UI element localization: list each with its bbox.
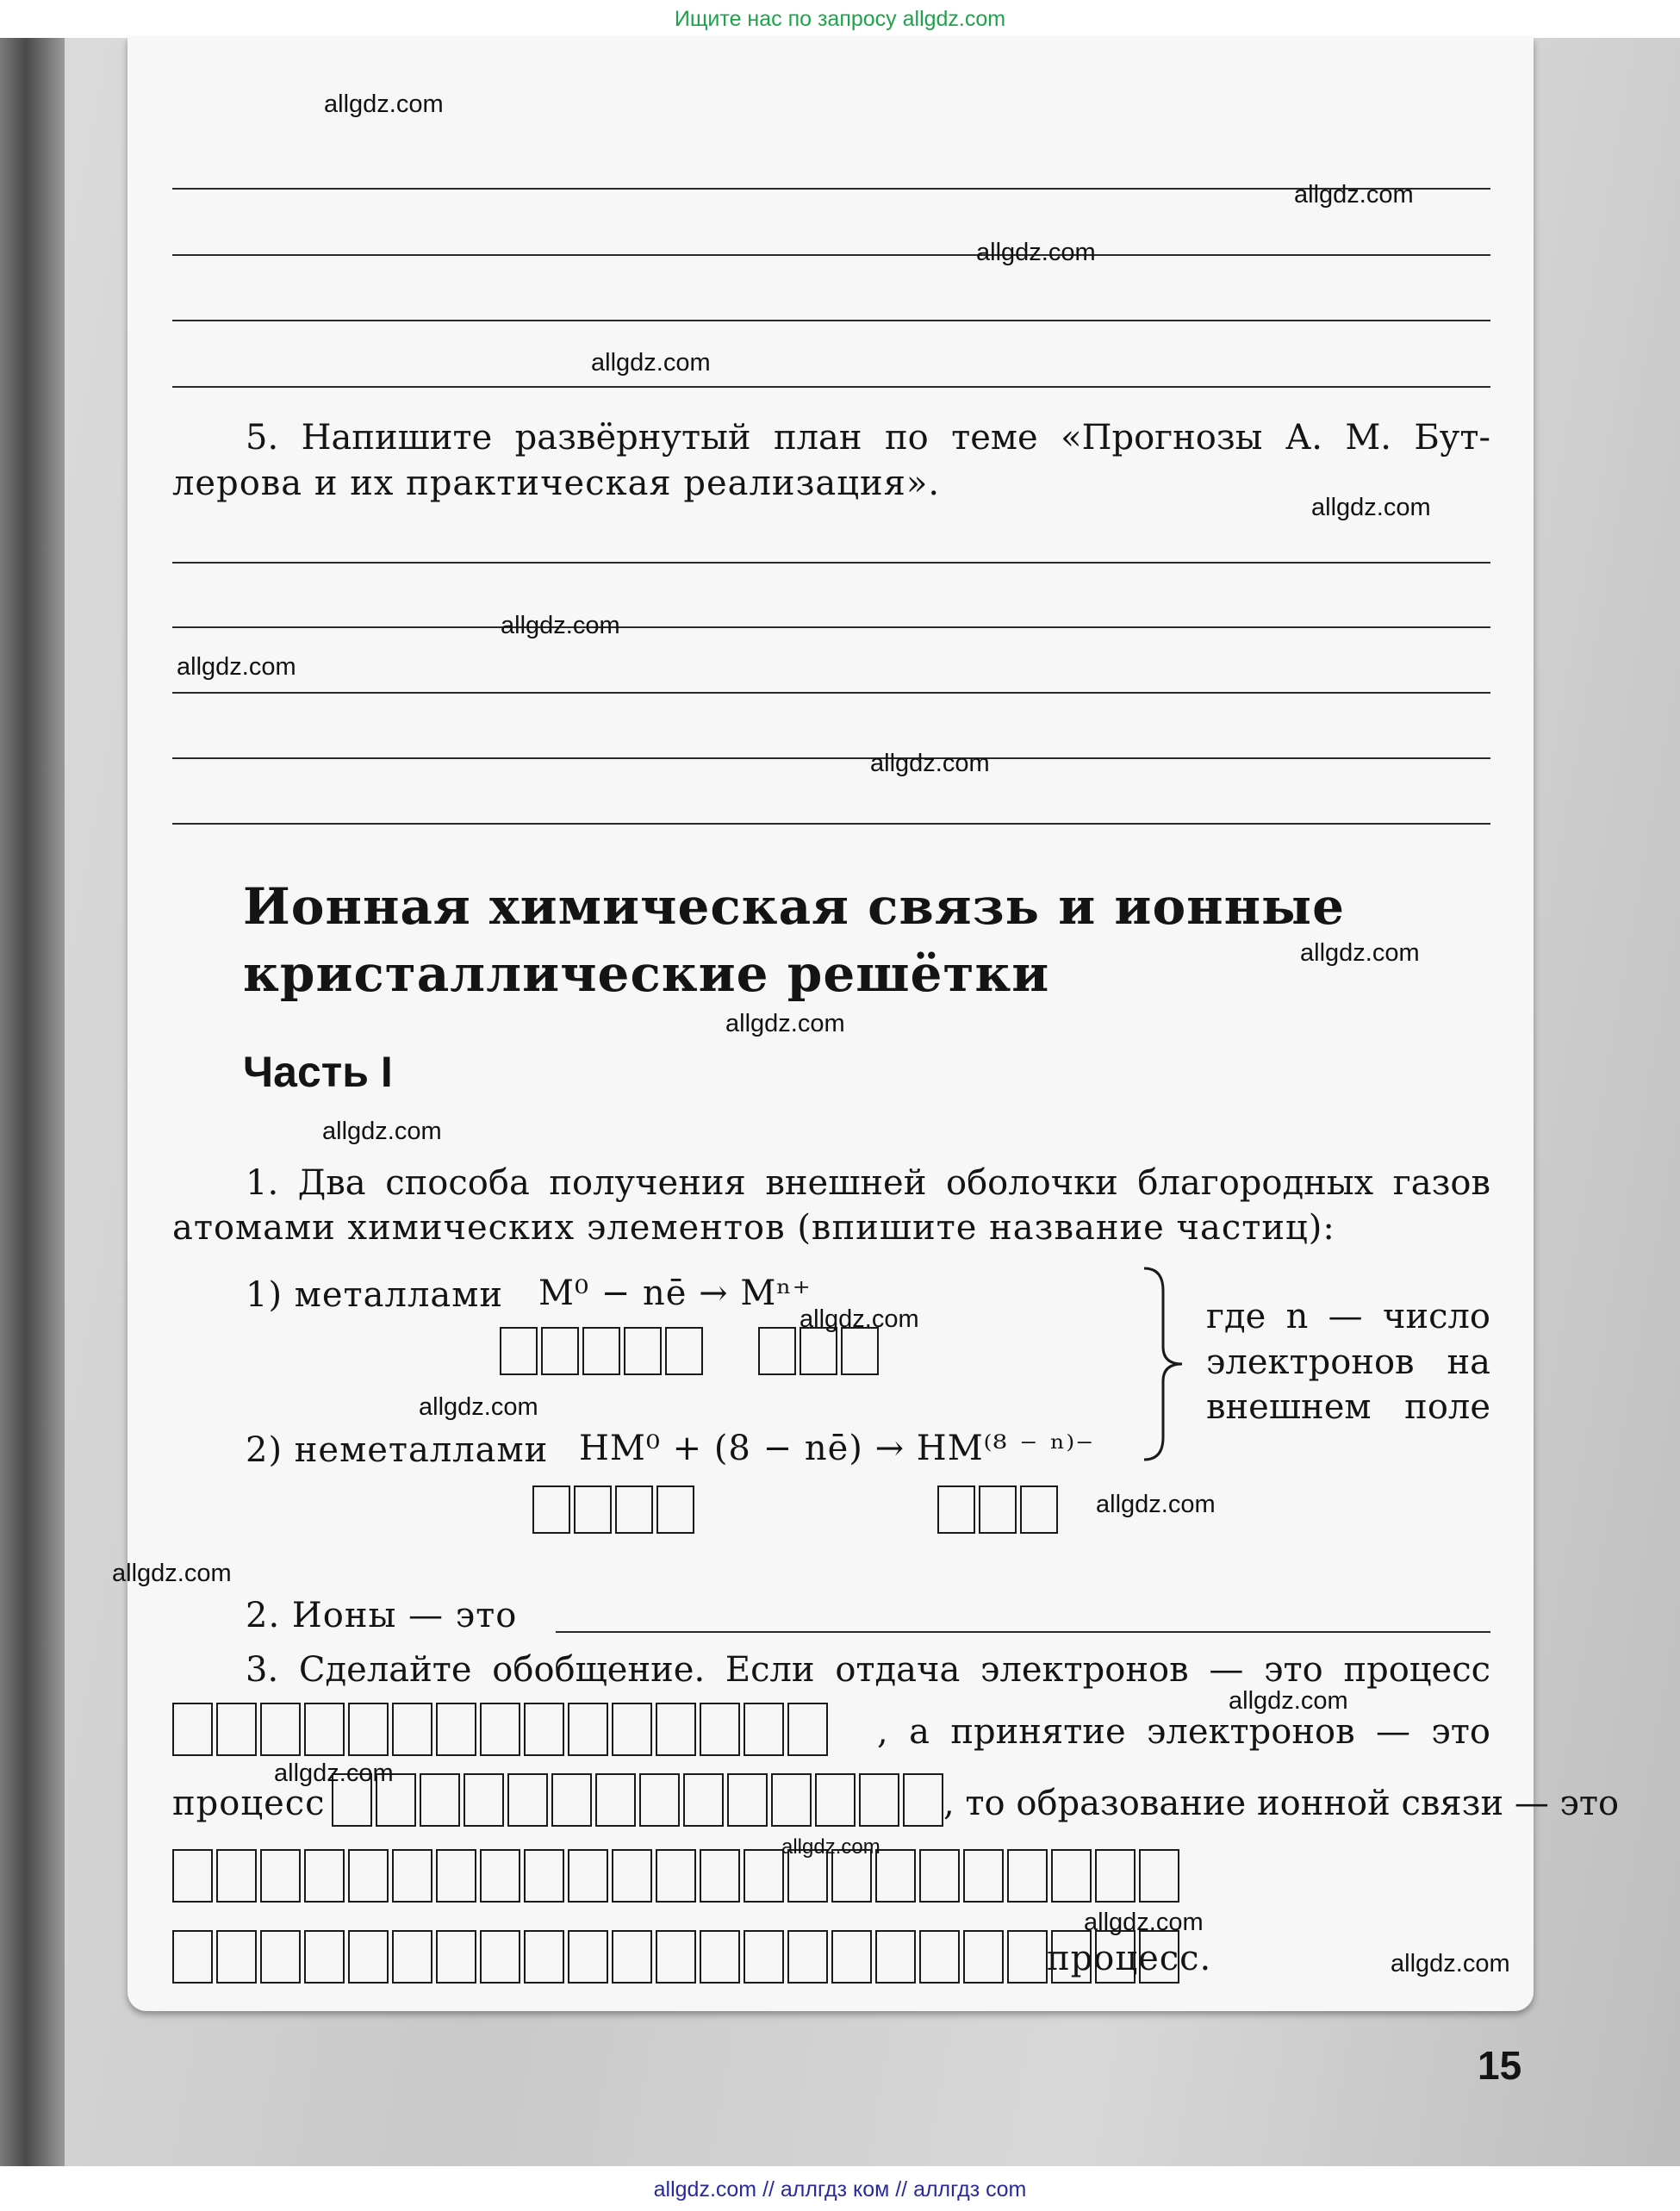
answer-line	[172, 254, 1490, 256]
watermark: allgdz.com	[274, 1759, 394, 1787]
task3-line2-tail: , а принятие электронов — это	[877, 1712, 1490, 1752]
book-spine	[0, 38, 65, 2166]
particle-boxes-nonmetal-ion[interactable]	[937, 1485, 1061, 1534]
task1-item2-label: 2) неметаллами	[246, 1430, 549, 1470]
watermark: allgdz.com	[1311, 494, 1431, 521]
answer-box[interactable]	[1095, 1849, 1136, 1903]
answer-box[interactable]	[436, 1703, 476, 1756]
answer-box[interactable]	[582, 1327, 620, 1375]
answer-box[interactable]	[216, 1930, 257, 1984]
task5-line1: 5. Напишите развёрнутый план по теме «Прогнозы А. М. Бут-	[246, 418, 1490, 458]
watermark: allgdz.com	[177, 653, 296, 681]
answer-box[interactable]	[464, 1773, 504, 1827]
answer-box[interactable]	[815, 1773, 856, 1827]
answer-boxes-row4[interactable]	[172, 1930, 1183, 1984]
answer-line	[172, 386, 1490, 388]
answer-box[interactable]	[595, 1773, 636, 1827]
watermark: allgdz.com	[419, 1393, 538, 1421]
answer-box[interactable]	[937, 1485, 975, 1534]
answer-box[interactable]	[524, 1703, 564, 1756]
watermark: allgdz.com	[1391, 1950, 1510, 1977]
task1-note-line1: где n — число	[1206, 1297, 1490, 1336]
curly-brace-icon	[1137, 1265, 1189, 1463]
watermark: allgdz.com	[725, 1010, 845, 1037]
answer-box[interactable]	[348, 1849, 389, 1903]
answer-box[interactable]	[480, 1849, 520, 1903]
answer-box[interactable]	[656, 1930, 696, 1984]
answer-box[interactable]	[574, 1485, 612, 1534]
watermark: allgdz.com	[1096, 1491, 1216, 1518]
answer-box[interactable]	[700, 1703, 740, 1756]
watermark: allgdz.com	[1084, 1909, 1204, 1936]
answer-box[interactable]	[656, 1485, 694, 1534]
answer-box[interactable]	[787, 1703, 828, 1756]
watermark: allgdz.com	[501, 612, 620, 639]
answer-box[interactable]	[963, 1930, 1004, 1984]
answer-box[interactable]	[532, 1485, 570, 1534]
answer-box[interactable]	[831, 1930, 872, 1984]
answer-box[interactable]	[639, 1773, 680, 1827]
answer-box[interactable]	[612, 1703, 652, 1756]
answer-box[interactable]	[758, 1327, 796, 1375]
answer-box[interactable]	[304, 1930, 345, 1984]
answer-box[interactable]	[919, 1930, 960, 1984]
task1-note-line2: электронов на	[1206, 1342, 1490, 1382]
answer-line	[172, 320, 1490, 321]
answer-box[interactable]	[348, 1703, 389, 1756]
task2-text: 2. Ионы — это	[246, 1596, 518, 1635]
answer-box[interactable]	[568, 1930, 608, 1984]
answer-box[interactable]	[963, 1849, 1004, 1903]
answer-box[interactable]	[787, 1930, 828, 1984]
answer-box[interactable]	[568, 1703, 608, 1756]
page-number: 15	[1478, 2043, 1522, 2088]
watermark: allgdz.com	[870, 750, 990, 777]
answer-box[interactable]	[507, 1773, 548, 1827]
answer-box[interactable]	[700, 1849, 740, 1903]
answer-box[interactable]	[1007, 1849, 1048, 1903]
watermark: allgdz.com	[1300, 939, 1420, 967]
answer-box[interactable]	[551, 1773, 592, 1827]
answer-box[interactable]	[348, 1930, 389, 1984]
answer-boxes-row3[interactable]	[172, 1849, 1183, 1903]
answer-box[interactable]	[304, 1703, 345, 1756]
answer-box[interactable]	[727, 1773, 768, 1827]
answer-box[interactable]	[875, 1930, 916, 1984]
task5-line2: лерова и их практическая реализация».	[172, 464, 941, 503]
particle-boxes-nonmetal-atom[interactable]	[532, 1485, 698, 1534]
answer-box[interactable]	[436, 1849, 476, 1903]
answer-box[interactable]	[524, 1849, 564, 1903]
answer-box[interactable]	[1139, 1849, 1179, 1903]
answer-box[interactable]	[172, 1849, 213, 1903]
task3-line1: 3. Сделайте обобщение. Если отдача электронов — это процесс	[246, 1650, 1490, 1690]
task1-line2: атомами химических элементов (впишите название частиц):	[172, 1208, 1335, 1248]
task1-line1: 1. Два способа получения внешней оболочки благородных газов	[246, 1163, 1490, 1203]
part-label: Часть I	[243, 1048, 393, 1096]
watermark: allgdz.com	[112, 1560, 232, 1587]
answer-boxes-row2[interactable]	[332, 1773, 947, 1827]
answer-box[interactable]	[392, 1849, 432, 1903]
answer-line	[172, 188, 1490, 190]
footer-links[interactable]: allgdz.com // аллгдз ком // аллгдз com	[653, 2177, 1027, 2202]
answer-box[interactable]	[480, 1930, 520, 1984]
answer-box[interactable]	[615, 1485, 653, 1534]
answer-box[interactable]	[800, 1327, 837, 1375]
answer-box[interactable]	[612, 1849, 652, 1903]
answer-box[interactable]	[304, 1849, 345, 1903]
task1-item1-formula: M⁰ − nē → Mⁿ⁺	[538, 1274, 812, 1313]
answer-box[interactable]	[841, 1327, 879, 1375]
task3-line5-tail: процесс.	[1047, 1939, 1212, 1978]
task3-line3-head: процесс	[172, 1784, 326, 1823]
answer-box[interactable]	[903, 1773, 943, 1827]
answer-box[interactable]	[420, 1773, 460, 1827]
answer-box[interactable]	[172, 1930, 213, 1984]
answer-box[interactable]	[744, 1930, 784, 1984]
answer-box[interactable]	[568, 1849, 608, 1903]
answer-box[interactable]	[216, 1849, 257, 1903]
answer-box[interactable]	[541, 1327, 579, 1375]
site-banner[interactable]: Ищите нас по запросу allgdz.com	[674, 7, 1006, 31]
task3-line3-tail: , то образование ионной связи — это	[943, 1784, 1620, 1823]
answer-box[interactable]	[700, 1930, 740, 1984]
answer-line	[172, 562, 1490, 564]
answer-box[interactable]	[656, 1703, 696, 1756]
task1-item2-formula: НМ⁰ + (8 − nē) → НМ⁽⁸ ⁻ ⁿ⁾⁻	[579, 1429, 1095, 1468]
answer-box[interactable]	[875, 1849, 916, 1903]
answer-line	[172, 692, 1490, 694]
answer-line	[172, 823, 1490, 825]
watermark: allgdz.com	[324, 90, 444, 118]
watermark: allgdz.com	[781, 1835, 880, 1859]
watermark: allgdz.com	[322, 1118, 442, 1145]
answer-box[interactable]	[979, 1485, 1017, 1534]
answer-box[interactable]	[524, 1930, 564, 1984]
watermark: allgdz.com	[591, 349, 711, 377]
answer-box[interactable]	[392, 1930, 432, 1984]
answer-box[interactable]	[500, 1327, 538, 1375]
answer-box[interactable]	[436, 1930, 476, 1984]
answer-box[interactable]	[859, 1773, 899, 1827]
section-title-line1: Ионная химическая связь и ионные	[243, 877, 1346, 936]
answer-box[interactable]	[612, 1930, 652, 1984]
section-title-line2: кристаллические решётки	[243, 944, 1050, 1003]
answer-box[interactable]	[665, 1327, 703, 1375]
answer-box[interactable]	[624, 1327, 662, 1375]
answer-box[interactable]	[919, 1849, 960, 1903]
answer-box[interactable]	[744, 1703, 784, 1756]
particle-boxes-metal-atom[interactable]	[500, 1327, 706, 1375]
answer-box[interactable]	[656, 1849, 696, 1903]
answer-box[interactable]	[172, 1703, 213, 1756]
answer-box[interactable]	[1020, 1485, 1058, 1534]
answer-box[interactable]	[1051, 1849, 1092, 1903]
watermark: allgdz.com	[1294, 181, 1414, 209]
answer-boxes-row1[interactable]	[172, 1703, 831, 1756]
answer-box[interactable]	[216, 1703, 257, 1756]
answer-box[interactable]	[771, 1773, 812, 1827]
task1-item1-label: 1) металлами	[246, 1275, 503, 1315]
answer-box[interactable]	[260, 1930, 301, 1984]
answer-box[interactable]	[744, 1849, 784, 1903]
answer-line[interactable]	[556, 1631, 1490, 1633]
answer-line	[172, 626, 1490, 628]
answer-box[interactable]	[260, 1703, 301, 1756]
watermark: allgdz.com	[800, 1305, 919, 1333]
particle-boxes-metal-ion[interactable]	[758, 1327, 882, 1375]
answer-box[interactable]	[683, 1773, 724, 1827]
task1-note-line3: внешнем поле	[1206, 1387, 1490, 1427]
answer-box[interactable]	[480, 1703, 520, 1756]
answer-box[interactable]	[1007, 1930, 1048, 1984]
watermark: allgdz.com	[1229, 1687, 1348, 1715]
watermark: allgdz.com	[976, 239, 1096, 266]
answer-box[interactable]	[260, 1849, 301, 1903]
answer-line	[172, 757, 1490, 759]
answer-box[interactable]	[392, 1703, 432, 1756]
